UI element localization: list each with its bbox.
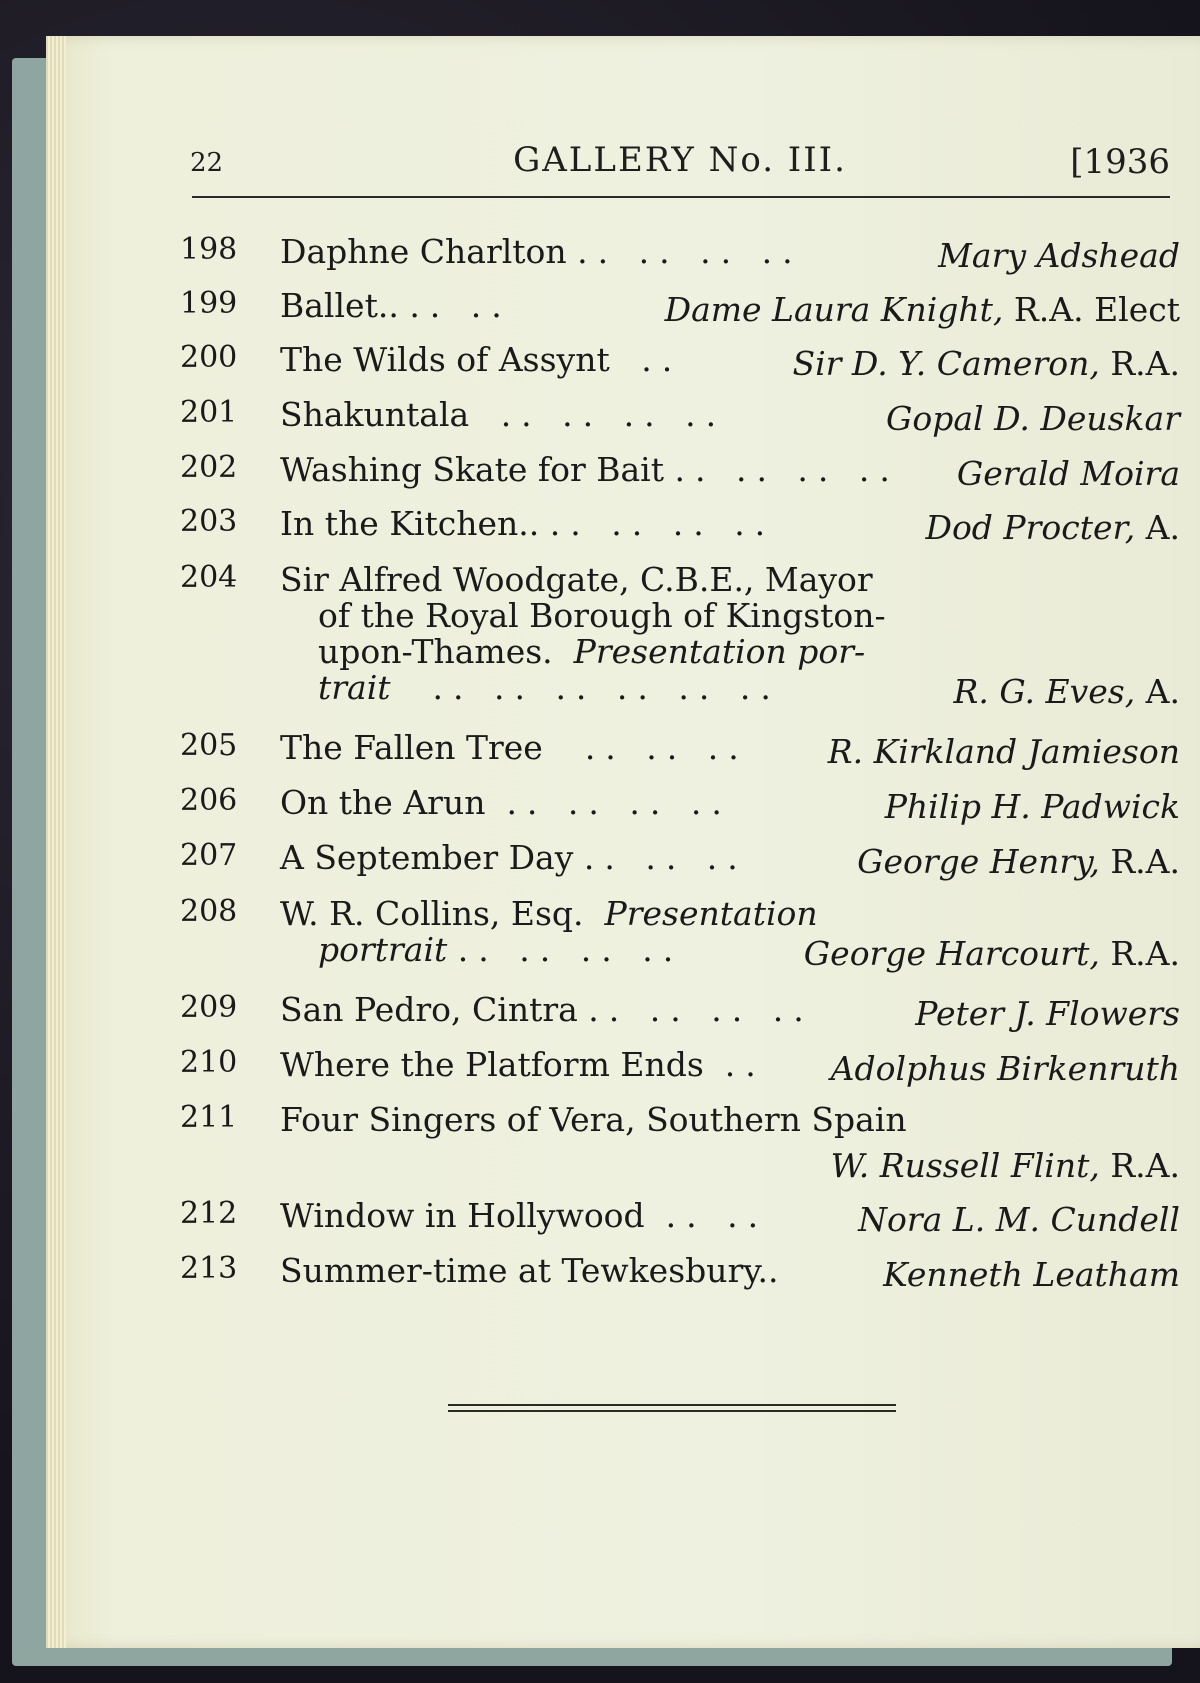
- entry-number: 203: [180, 504, 238, 539]
- entry-number: 205: [180, 728, 238, 763]
- catalogue-entry: [180, 560, 1180, 720]
- catalogue-entry: [180, 395, 1180, 439]
- catalogue-entry: [180, 838, 1180, 882]
- entry-number: 201: [180, 395, 238, 430]
- header-rule: [192, 196, 1170, 198]
- entry-number: 206: [180, 783, 238, 818]
- entry-title: On the Arun .. .. .. ..: [280, 783, 732, 822]
- entry-number: 199: [180, 286, 238, 321]
- entry-title: Window in Hollywood .. ..: [280, 1196, 769, 1235]
- entry-artist: Gopal D. Deuskar: [886, 399, 1180, 438]
- entry-artist: Sir D. Y. Cameron, R.A.: [792, 344, 1180, 383]
- entry-title: San Pedro, Cintra .. .. .. ..: [280, 990, 814, 1029]
- catalogue-entry: [180, 894, 1180, 978]
- running-head: [190, 140, 1170, 190]
- entry-title: In the Kitchen.. .. .. .. ..: [280, 504, 776, 543]
- entry-title-continued: upon-Thames. Presentation por-: [318, 632, 866, 671]
- catalogue-entry: [180, 286, 1180, 330]
- catalogue-entry: [180, 450, 1180, 494]
- catalogue-entry: [180, 340, 1180, 384]
- entry-number: 202: [180, 450, 238, 485]
- entry-title: Ballet.. .. ..: [280, 286, 512, 325]
- entry-artist: Dod Procter, A.: [925, 508, 1180, 547]
- entry-title: W. R. Collins, Esq. Presentation: [280, 894, 818, 933]
- entry-number: 213: [180, 1251, 238, 1286]
- entry-artist: George Harcourt, R.A.: [803, 934, 1180, 973]
- catalogue-entry: [180, 504, 1180, 548]
- catalogue-entry: [180, 783, 1180, 827]
- entry-title: The Fallen Tree .. .. ..: [280, 728, 749, 767]
- entry-title-continued: of the Royal Borough of Kingston-: [318, 596, 886, 635]
- entry-number: 211: [180, 1100, 238, 1135]
- entry-title-continued: trait .. .. .. .. .. ..: [318, 668, 781, 707]
- entry-artist: Gerald Moira: [956, 454, 1180, 493]
- entry-artist: Philip H. Padwick: [884, 787, 1180, 826]
- catalogue-entry: [180, 232, 1180, 276]
- entry-title: Sir Alfred Woodgate, C.B.E., Mayor: [280, 560, 873, 599]
- entry-number: 209: [180, 990, 238, 1025]
- entry-title: Shakuntala .. .. .. ..: [280, 395, 727, 434]
- catalogue-entry: [180, 1251, 1180, 1295]
- entry-artist: Nora L. M. Cundell: [858, 1200, 1180, 1239]
- entry-number: 198: [180, 232, 238, 267]
- end-rule: [448, 1410, 896, 1412]
- entry-number: 200: [180, 340, 238, 375]
- page-year: [1936: [1070, 142, 1170, 182]
- entry-title: A September Day .. .. ..: [280, 838, 748, 877]
- page-edge: [46, 36, 66, 1648]
- entry-number: 210: [180, 1045, 238, 1080]
- end-rule: [448, 1404, 896, 1406]
- entry-title: Four Singers of Vera, Southern Spain: [280, 1100, 907, 1139]
- entry-number: 208: [180, 894, 238, 929]
- entry-title: The Wilds of Assynt ..: [280, 340, 683, 379]
- catalogue-entry: [180, 728, 1180, 772]
- entry-title: Where the Platform Ends ..: [280, 1045, 766, 1084]
- entry-number: 212: [180, 1196, 238, 1231]
- page-number: 22: [190, 148, 224, 178]
- entry-artist: Mary Adshead: [938, 236, 1180, 275]
- catalogue-entry: [180, 1100, 1180, 1184]
- entry-number: 207: [180, 838, 238, 873]
- page-title: GALLERY No. III.: [513, 140, 847, 180]
- entry-artist: W. Russell Flint, R.A.: [830, 1146, 1180, 1185]
- entry-artist: Kenneth Leatham: [883, 1255, 1180, 1294]
- entry-artist: R. Kirkland Jamieson: [827, 732, 1180, 771]
- entry-number: 204: [180, 560, 238, 595]
- entry-title-continued: portrait .. .. .. ..: [318, 930, 684, 969]
- entry-title: Summer-time at Tewkesbury..: [280, 1251, 779, 1290]
- catalogue-entry: [180, 1045, 1180, 1089]
- entry-artist: George Henry, R.A.: [857, 842, 1180, 881]
- entry-artist: Dame Laura Knight, R.A. Elect: [664, 290, 1180, 329]
- entry-artist: Peter J. Flowers: [915, 994, 1180, 1033]
- catalogue-entry: [180, 990, 1180, 1034]
- entry-artist: Adolphus Birkenruth: [830, 1049, 1180, 1088]
- catalogue-entry: [180, 1196, 1180, 1240]
- entry-title: Washing Skate for Bait .. .. .. ..: [280, 450, 900, 489]
- entry-title: Daphne Charlton .. .. .. ..: [280, 232, 803, 271]
- entry-artist: R. G. Eves, A.: [953, 672, 1180, 711]
